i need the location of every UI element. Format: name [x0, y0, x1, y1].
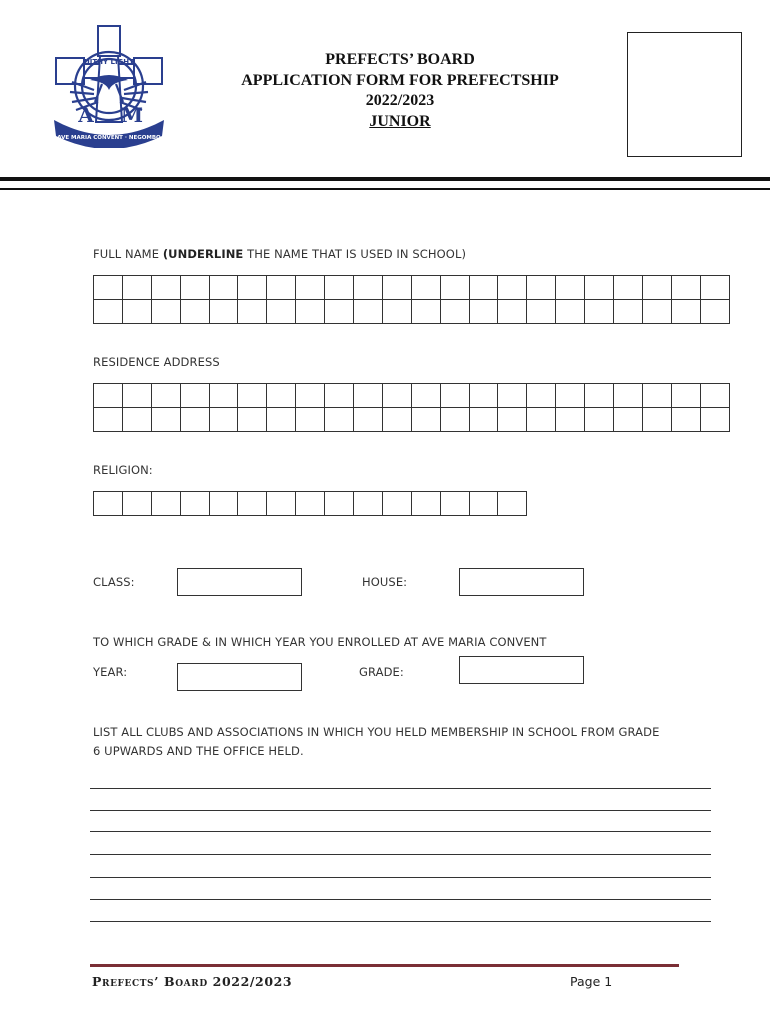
- clubs-instruction-line1: LIST ALL CLUBS AND ASSOCIATIONS IN WHICH YOU HELD MEMBERSHIP IN SCHOOL FROM GRADE: [93, 725, 660, 739]
- char-box[interactable]: [585, 384, 614, 408]
- house-field[interactable]: [459, 568, 584, 596]
- char-box[interactable]: [238, 300, 267, 324]
- char-box[interactable]: [325, 384, 354, 408]
- char-box[interactable]: [267, 276, 296, 300]
- char-box[interactable]: [642, 276, 671, 300]
- char-box[interactable]: [325, 276, 354, 300]
- char-box[interactable]: [469, 384, 498, 408]
- char-box[interactable]: [151, 408, 180, 432]
- char-box[interactable]: [469, 408, 498, 432]
- char-box[interactable]: [325, 300, 354, 324]
- char-box[interactable]: [527, 384, 556, 408]
- char-box[interactable]: [411, 408, 440, 432]
- char-box[interactable]: [556, 408, 585, 432]
- char-box[interactable]: [354, 384, 383, 408]
- char-box[interactable]: [296, 276, 325, 300]
- char-box[interactable]: [469, 300, 498, 324]
- char-box[interactable]: [267, 300, 296, 324]
- footer-divider: [90, 964, 679, 967]
- char-box[interactable]: [440, 384, 469, 408]
- clubs-answer-line[interactable]: [90, 854, 711, 855]
- title-year: 2022/2023: [365, 92, 435, 109]
- form-title: [200, 50, 600, 132]
- char-box[interactable]: [527, 300, 556, 324]
- char-box[interactable]: [209, 276, 238, 300]
- char-box[interactable]: [440, 408, 469, 432]
- grade-label: GRADE:: [359, 665, 404, 679]
- char-box[interactable]: [498, 300, 527, 324]
- clubs-answer-line[interactable]: [90, 921, 711, 922]
- char-box[interactable]: [700, 276, 729, 300]
- char-box[interactable]: [382, 384, 411, 408]
- footer-title: Prefects’ Board 2022/2023: [92, 974, 293, 989]
- char-box[interactable]: [180, 408, 209, 432]
- clubs-answer-line[interactable]: [90, 899, 711, 900]
- char-box[interactable]: [94, 408, 123, 432]
- class-label: CLASS:: [93, 575, 135, 589]
- residence-address-label: RESIDENCE ADDRESS: [93, 355, 220, 369]
- char-box[interactable]: [122, 492, 151, 516]
- enrollment-question: TO WHICH GRADE & IN WHICH YEAR YOU ENROLLED AT AVE MARIA CONVENT: [93, 635, 547, 649]
- char-box[interactable]: [325, 492, 354, 516]
- char-box[interactable]: [209, 300, 238, 324]
- char-box[interactable]: [671, 384, 700, 408]
- class-field[interactable]: [177, 568, 302, 596]
- char-box[interactable]: [671, 408, 700, 432]
- char-box[interactable]: [354, 300, 383, 324]
- char-box[interactable]: [556, 300, 585, 324]
- char-box[interactable]: [354, 408, 383, 432]
- title-category: JUNIOR: [369, 112, 431, 130]
- school-crest-logo: [50, 24, 168, 148]
- house-label: HOUSE:: [362, 575, 408, 589]
- char-box[interactable]: [498, 384, 527, 408]
- char-box[interactable]: [440, 300, 469, 324]
- char-box[interactable]: [498, 492, 527, 516]
- char-box[interactable]: [180, 492, 209, 516]
- char-box[interactable]: [382, 492, 411, 516]
- char-box[interactable]: [527, 276, 556, 300]
- char-box[interactable]: [122, 300, 151, 324]
- char-box[interactable]: [642, 408, 671, 432]
- logo-initial-a: A: [78, 103, 94, 127]
- char-box[interactable]: [527, 408, 556, 432]
- logo-initial-m: M: [120, 103, 144, 127]
- char-box[interactable]: [209, 408, 238, 432]
- char-box[interactable]: [122, 276, 151, 300]
- title-application: APPLICATION FORM FOR PREFECTSHIP: [241, 71, 559, 89]
- char-box[interactable]: [296, 384, 325, 408]
- char-box[interactable]: [498, 276, 527, 300]
- year-field[interactable]: [177, 663, 302, 691]
- char-box[interactable]: [325, 408, 354, 432]
- full-name-grid[interactable]: [93, 275, 730, 324]
- char-box[interactable]: [585, 276, 614, 300]
- char-box[interactable]: [296, 408, 325, 432]
- char-box[interactable]: [411, 300, 440, 324]
- char-box[interactable]: [671, 276, 700, 300]
- char-box[interactable]: [296, 492, 325, 516]
- char-box[interactable]: [411, 276, 440, 300]
- grade-field[interactable]: [459, 656, 584, 684]
- char-box[interactable]: [585, 300, 614, 324]
- clubs-answer-line[interactable]: [90, 788, 711, 789]
- char-box[interactable]: [94, 492, 123, 516]
- year-label: YEAR:: [93, 665, 128, 679]
- char-box[interactable]: [614, 276, 643, 300]
- header-divider-thick: [0, 177, 770, 181]
- clubs-instruction-line2: 6 UPWARDS AND THE OFFICE HELD.: [93, 744, 304, 758]
- char-box[interactable]: [209, 492, 238, 516]
- char-box[interactable]: [498, 408, 527, 432]
- logo-motto: UITHY LIGHT: [84, 58, 134, 66]
- char-box[interactable]: [267, 384, 296, 408]
- char-box[interactable]: [614, 384, 643, 408]
- char-box[interactable]: [614, 300, 643, 324]
- char-box[interactable]: [94, 300, 123, 324]
- char-box[interactable]: [151, 384, 180, 408]
- char-box[interactable]: [180, 384, 209, 408]
- clubs-answer-line[interactable]: [90, 877, 711, 878]
- char-box[interactable]: [440, 492, 469, 516]
- char-box[interactable]: [267, 492, 296, 516]
- char-box[interactable]: [700, 384, 729, 408]
- char-box[interactable]: [94, 276, 123, 300]
- title-board: PREFECTS’ BOARD: [325, 51, 475, 68]
- clubs-answer-line[interactable]: [90, 810, 711, 811]
- religion-grid[interactable]: [93, 491, 527, 516]
- char-box[interactable]: [267, 408, 296, 432]
- header-divider-thin: [0, 188, 770, 190]
- clubs-answer-line[interactable]: [90, 831, 711, 832]
- char-box[interactable]: [614, 408, 643, 432]
- photo-box: [627, 32, 742, 157]
- full-name-label: FULL NAME (UNDERLINE THE NAME THAT IS USED IN SCHOOL): [93, 247, 467, 261]
- char-box[interactable]: [209, 384, 238, 408]
- char-box[interactable]: [354, 492, 383, 516]
- char-box[interactable]: [700, 408, 729, 432]
- char-box[interactable]: [556, 276, 585, 300]
- residence-address-grid[interactable]: [93, 383, 730, 432]
- char-box[interactable]: [382, 276, 411, 300]
- char-box[interactable]: [382, 408, 411, 432]
- char-box[interactable]: [411, 492, 440, 516]
- char-box[interactable]: [122, 408, 151, 432]
- religion-label: RELIGION:: [93, 463, 153, 477]
- char-box[interactable]: [238, 492, 267, 516]
- char-box[interactable]: [238, 408, 267, 432]
- char-box[interactable]: [151, 276, 180, 300]
- char-box[interactable]: [700, 300, 729, 324]
- page-number: Page 1: [570, 974, 613, 989]
- char-box[interactable]: [151, 492, 180, 516]
- char-box[interactable]: [296, 300, 325, 324]
- char-box[interactable]: [642, 300, 671, 324]
- char-box[interactable]: [180, 300, 209, 324]
- char-box[interactable]: [671, 300, 700, 324]
- char-box[interactable]: [238, 384, 267, 408]
- char-box[interactable]: [642, 384, 671, 408]
- char-box[interactable]: [585, 408, 614, 432]
- char-box[interactable]: [94, 384, 123, 408]
- char-box[interactable]: [469, 276, 498, 300]
- logo-ribbon-text: AVE MARIA CONVENT · NEGOMBO: [57, 135, 161, 141]
- char-box[interactable]: [382, 300, 411, 324]
- char-box[interactable]: [238, 276, 267, 300]
- char-box[interactable]: [151, 300, 180, 324]
- char-box[interactable]: [556, 384, 585, 408]
- char-box[interactable]: [411, 384, 440, 408]
- char-box[interactable]: [122, 384, 151, 408]
- char-box[interactable]: [354, 276, 383, 300]
- char-box[interactable]: [440, 276, 469, 300]
- char-box[interactable]: [469, 492, 498, 516]
- char-box[interactable]: [180, 276, 209, 300]
